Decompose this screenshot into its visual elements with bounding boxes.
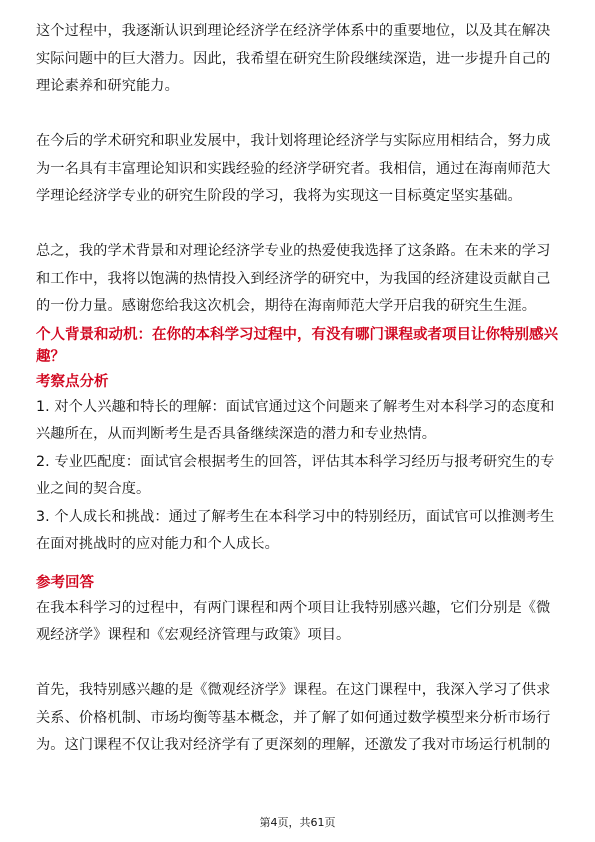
paragraph: 在今后的学术研究和职业发展中，我计划将理论经济学与实际应用相结合，努力成为一名具有丰富理论知识和实践经验的经济学研究者。我相信，通过在海南师范大学理论经济学专业的研究生阶段的学习，我将为实现这一目标奠定坚实基础。 bbox=[36, 133, 551, 204]
paragraph: 首先，我特别感兴趣的是《微观经济学》课程。在这门课程中，我深入学习了供求关系、价格机制、市场均衡等基本概念，并了解了如何通过数学模型来分析市场行为。这门课程不仅让我对经济学有了更深刻的理解，还激发了我对市场运行机制的 bbox=[36, 682, 551, 753]
page-number-footer: 第4页，共61页 bbox=[259, 816, 336, 829]
analysis-item: 2. 专业匹配度：面试官会根据考生的回答，评估其本科学习经历与报考研究生的专业之间的契合度。 bbox=[36, 453, 555, 497]
analysis-item: 1. 对个人兴趣和特长的理解：面试官通过这个问题来了解考生对本科学习的态度和兴趣所在，从而判断考生是否具备继续深造的潜力和专业热情。 bbox=[36, 398, 555, 442]
document-page bbox=[36, 18, 559, 760]
paragraph: 在我本科学习的过程中，有两门课程和两个项目让我特别感兴趣，它们分别是《微观经济学》课程和《宏观经济管理与政策》项目。 bbox=[36, 599, 551, 643]
paragraph: 总之，我的学术背景和对理论经济学专业的热爱使我选择了这条路。在未来的学习和工作中，我将以饱满的热情投入到经济学的研究中，为我国的经济建设贡献自己的一份力量。感谢您给我这次机会，期待在海南师范大学开启我的研究生生涯。 bbox=[36, 243, 551, 314]
answer-heading: 参考回答 bbox=[36, 574, 94, 591]
analysis-heading: 考察点分析 bbox=[36, 373, 109, 390]
question-heading: 个人背景和动机：在你的本科学习过程中，有没有哪门课程或者项目让你特别感兴趣？ bbox=[36, 326, 558, 365]
analysis-item: 3. 个人成长和挑战：通过了解考生在本科学习中的特别经历，面试官可以推测考生在面对挑战时的应对能力和个人成长。 bbox=[36, 508, 555, 552]
paragraph: 这个过程中，我逐渐认识到理论经济学在经济学体系中的重要地位，以及其在解决实际问题中的巨大潜力。因此，我希望在研究生阶段继续深造，进一步提升自己的理论素养和研究能力。 bbox=[36, 23, 551, 94]
